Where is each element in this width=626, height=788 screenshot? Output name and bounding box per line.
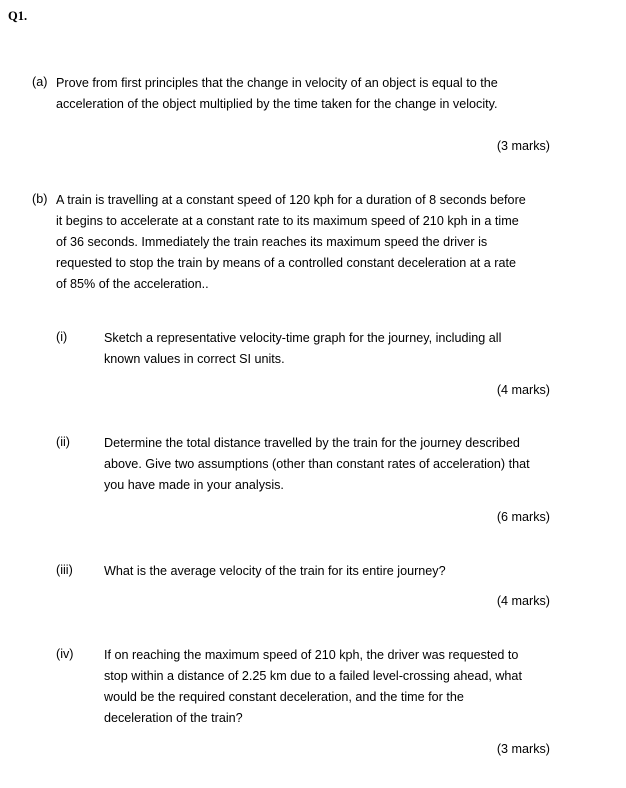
sub-iv-line: deceleration of the train? bbox=[104, 711, 243, 725]
part-b-line: of 36 seconds. Immediately the train reaches its maximum speed the driver is bbox=[56, 235, 488, 249]
part-a-text bbox=[56, 73, 498, 115]
sub-iii-marks: (4 marks) bbox=[496, 594, 550, 608]
sub-ii-line: you have made in your analysis. bbox=[104, 478, 284, 492]
sub-iv-line: If on reaching the maximum speed of 210 kph, the driver was requested to bbox=[104, 648, 519, 662]
part-b-line: it begins to accelerate at a constant rate to its maximum speed of 210 kph in a time bbox=[56, 214, 519, 228]
sub-i-label: (i) bbox=[56, 330, 68, 344]
part-b-label: (b) bbox=[32, 192, 48, 206]
part-a-line: acceleration of the object multiplied by the time taken for the change in velocity. bbox=[56, 97, 498, 111]
question-number: Q1. bbox=[8, 9, 28, 23]
sub-iii-label: (iii) bbox=[56, 563, 73, 577]
sub-i-line: known values in correct SI units. bbox=[104, 352, 285, 366]
part-b-line: A train is travelling at a constant speed of 120 kph for a duration of 8 seconds before bbox=[56, 193, 526, 207]
part-a-marks: (3 marks) bbox=[496, 139, 550, 153]
sub-ii-marks: (6 marks) bbox=[496, 510, 550, 524]
sub-iii-line: What is the average velocity of the train for its entire journey? bbox=[104, 564, 446, 578]
sub-i-text bbox=[104, 328, 501, 370]
sub-iv-label: (iv) bbox=[56, 647, 74, 661]
sub-iii-text bbox=[104, 561, 446, 582]
sub-iv-marks: (3 marks) bbox=[496, 742, 550, 756]
sub-ii-line: Determine the total distance travelled by the train for the journey described bbox=[104, 436, 520, 450]
sub-i-line: Sketch a representative velocity-time graph for the journey, including all bbox=[104, 331, 502, 345]
sub-iv-text bbox=[104, 645, 522, 729]
part-b-line: of 85% of the acceleration.. bbox=[56, 277, 209, 291]
sub-iv-line: stop within a distance of 2.25 km due to a failed level-crossing ahead, what bbox=[104, 669, 522, 683]
sub-ii-label: (ii) bbox=[56, 435, 70, 449]
sub-iv-line: would be the required constant deceleration, and the time for the bbox=[104, 690, 464, 704]
part-b-text bbox=[56, 190, 526, 295]
part-a-label: (a) bbox=[32, 75, 48, 89]
sub-ii-line: above. Give two assumptions (other than constant rates of acceleration) that bbox=[104, 457, 530, 471]
sub-i-marks: (4 marks) bbox=[496, 383, 550, 397]
part-b-line: requested to stop the train by means of a controlled constant deceleration at a rate bbox=[56, 256, 516, 270]
sub-ii-text bbox=[104, 433, 530, 496]
part-a-line: Prove from first principles that the change in velocity of an object is equal to the bbox=[56, 76, 498, 90]
